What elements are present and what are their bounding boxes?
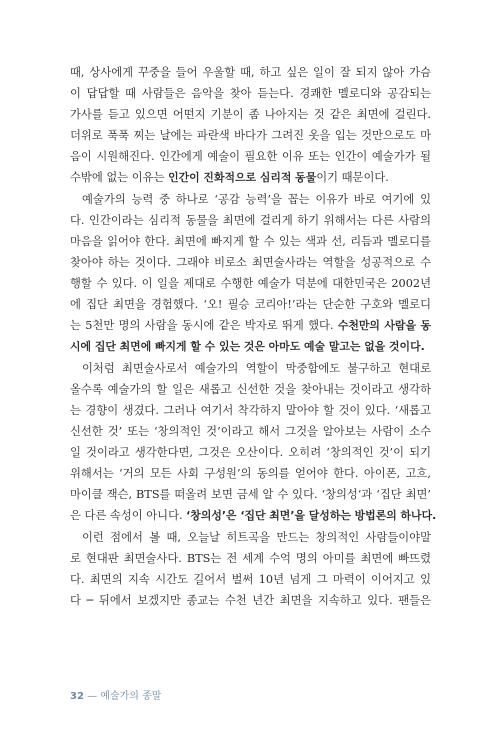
book-title: 예술가의 종말 xyxy=(100,691,162,702)
text-line: 올수록 예술가의 할 일은 새롭고 신선한 것을 찾아내는 것이라고 생각하 xyxy=(70,383,431,396)
text-line xyxy=(70,167,431,188)
text-line: 더위로 푹푹 찌는 날에는 파란색 바다가 그려진 옷을 입는 것만으로도 마 xyxy=(70,129,431,142)
text-line: 이처럼 최면술사로서 예술가의 역할이 막중함에도 불구하고 현대로 xyxy=(82,362,431,375)
text-line: 가사를 듣고 있으면 어떤지 기분이 좀 나아지는 것 같은 최면에 걸린다. xyxy=(70,108,431,121)
text-line: 찾아야 하는 것이다. 그래야 비로소 최면술사라는 역할을 성공적으로 수 xyxy=(70,256,431,269)
text-line: 다. 인간이라는 심리적 동물을 최면에 걸리게 하기 위해서는 다른 사람의 xyxy=(70,214,431,227)
emphasis-text: 시에 집단 최면에 빠지게 할 수 있는 것은 아마도 예술 말고는 없을 것이다. xyxy=(70,340,425,353)
text-line: 마이클 잭슨, BTS를 떠올려 보면 금세 알 수 있다. ‘창의성’과 ‘집단 최면’ xyxy=(70,488,431,501)
text-line xyxy=(70,315,431,336)
text-line: 다. 최면의 지속 시간도 길어서 벌써 10년 넘게 그 마력이 이어지고 있 xyxy=(70,573,431,586)
text-line: 에 집단 최면을 경험했다. ‘오! 필승 코리아!’라는 단순한 구호와 멜로디 xyxy=(70,298,431,311)
text-line: 이 답답할 때 사람들은 음악을 찾아 듣는다. 경쾌한 멜로디와 공감되는 xyxy=(70,87,431,100)
text-line: 다 ─ 뒤에서 보겠지만 종교는 수천 년간 최면을 지속하고 있다. 팬들은 xyxy=(70,594,431,607)
text-line: 음이 시원해진다. 인간에게 예술이 필요한 이유 또는 인간이 예술가가 될 xyxy=(70,150,431,163)
page-number: 32 xyxy=(70,691,84,702)
text-line: 위해서는 ‘거의 모든 사회 구성원’의 동의를 얻어야 한다. 아이폰, 고흐, xyxy=(70,467,431,480)
text-span: 은 다른 속성이 아니다. xyxy=(70,509,187,522)
text-line: 는 경향이 생겼다. 그러나 여기서 착각하지 말아야 할 것이 있다. ‘새롭고 xyxy=(70,404,431,417)
page-footer xyxy=(70,687,161,702)
text-line: 신선한 것’ 또는 ‘창의적인 것’이라고 해서 그것을 알아보는 사람이 소수 xyxy=(70,425,431,438)
text-line: 마음을 읽어야 한다. 최면에 빠지게 할 수 있는 색과 선, 리듬과 멜로디를 xyxy=(70,235,431,248)
text-span: 수밖에 없는 이유는 xyxy=(70,171,169,184)
paragraph xyxy=(70,62,431,188)
emphasis-text: 수천만의 사람을 동 xyxy=(337,319,431,332)
body-text xyxy=(70,62,437,611)
emphasis-text: 인간이 진화적으로 심리적 동물 xyxy=(168,171,317,184)
text-line: 로 현대판 최면술사다. BTS는 전 세계 수억 명의 아미를 최면에 빠뜨렸 xyxy=(70,552,431,565)
paragraph xyxy=(70,189,431,357)
text-line: 이런 점에서 볼 때, 오늘날 히트곡을 만드는 창의적인 사람들이야말 xyxy=(82,531,431,544)
paragraph xyxy=(70,527,431,611)
text-line: 예술가의 능력 중 하나로 ‘공감 능력’을 꼽는 이유가 바로 여기에 있 xyxy=(82,193,431,206)
footer-separator: — xyxy=(87,691,98,702)
text-line: 행할 수 있다. 이 일을 제대로 수행한 예술가 덕분에 대한민국은 2002년 xyxy=(70,277,431,290)
text-span: 는 5천만 명의 사람을 동시에 같은 박자로 뛰게 했다. xyxy=(70,319,338,332)
text-span: 이기 때문이다. xyxy=(316,171,389,184)
text-line: 때, 상사에게 꾸중을 들어 우울할 때, 하고 싶은 일이 잘 되지 않아 가슴 xyxy=(70,66,431,79)
text-line xyxy=(70,505,437,526)
emphasis-text: ‘창의성’은 ‘집단 최면’을 달성하는 방법론의 하나다. xyxy=(186,509,437,522)
text-line xyxy=(70,336,431,357)
text-line: 일 것이라고 생각한다면, 그것은 오산이다. 오히려 ‘창의적인 것’이 되기 xyxy=(70,446,431,459)
paragraph xyxy=(70,358,437,526)
